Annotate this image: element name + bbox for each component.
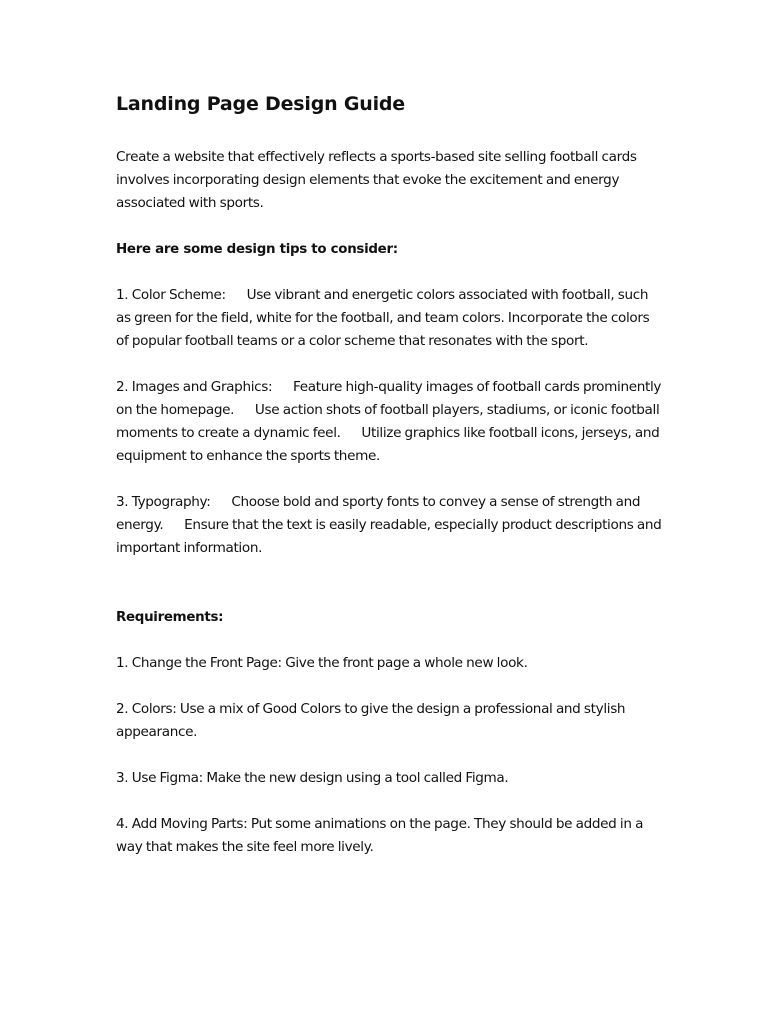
tip-color-scheme: 1. Color Scheme: Use vibrant and energetic colors associated with football, such as green for the field, white for the football, and team colors. Incorporate the colors of popular football teams or a color scheme that resonates with the sport. [116,287,653,349]
tips-heading: Here are some design tips to consider: [116,242,398,257]
tip-typography: 3. Typography: Choose bold and sporty fonts to convey a sense of strength and energy. Ensure that the text is easily readable, especially product descriptions and important information. [116,494,665,556]
intro-paragraph: Create a website that effectively reflects a sports-based site selling football cards involves incorporating design elements that evoke the excitement and energy associated with sports. [116,149,641,211]
requirements-heading: Requirements: [116,610,224,625]
requirement-figma: 3. Use Figma: Make the new design using a tool called Figma. [116,770,509,786]
tip-images-graphics: 2. Images and Graphics: Feature high-quality images of football cards prominently on the homepage. Use action shots of football players, stadiums, or iconic football moments to create a dynamic feel. Utilize graphics like football icons, jerseys, and equipment to enhance the sports theme. [116,379,665,464]
requirement-front-page: 1. Change the Front Page: Give the front page a whole new look. [116,655,528,671]
document-page [116,90,664,882]
section-spacer [116,583,664,606]
requirement-colors: 2. Colors: Use a mix of Good Colors to give the design a professional and stylish appearance. [116,701,629,740]
requirement-animations: 4. Add Moving Parts: Put some animations on the page. They should be added in a way that makes the site feel more lively. [116,816,647,855]
document-title: Landing Page Design Guide [116,93,405,115]
